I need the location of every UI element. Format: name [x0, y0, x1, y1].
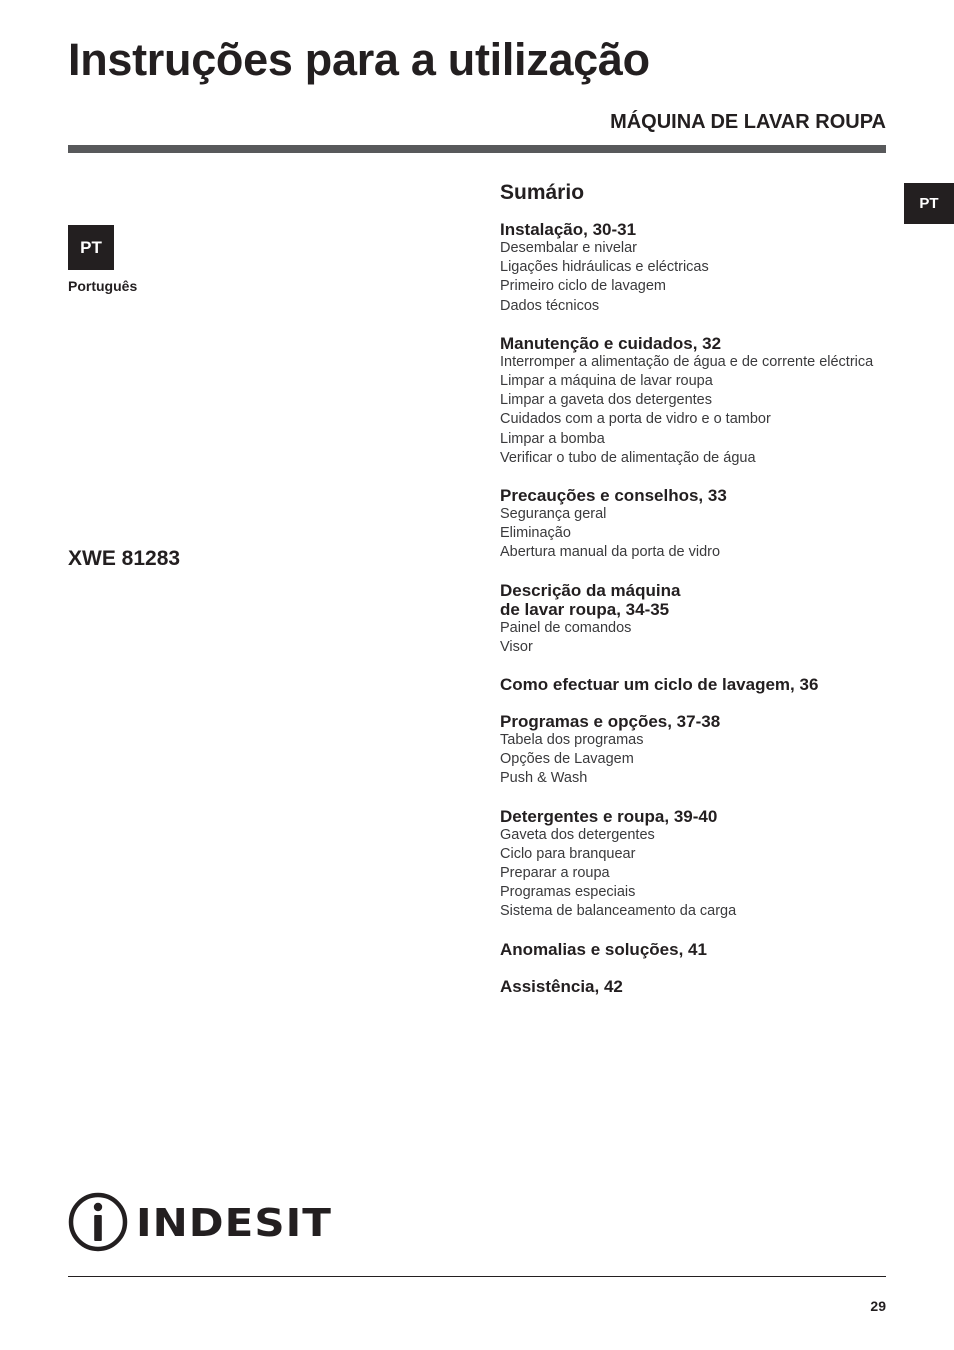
language-side-tab: PT — [904, 183, 954, 224]
toc-section — [500, 220, 900, 316]
toc-section-title: Programas e opções, 37-38 — [500, 712, 721, 732]
toc-section-title: Precauções e conselhos, 33 — [500, 486, 727, 506]
toc-item: Tabela dos programas — [500, 732, 644, 749]
toc-item: Abertura manual da porta de vidro — [500, 544, 721, 561]
toc-item: Cuidados com a porta de vidro e o tambor — [500, 411, 771, 428]
header-divider — [68, 145, 886, 153]
toc-item: Limpar a gaveta dos detergentes — [500, 392, 712, 409]
toc-sections — [500, 220, 900, 996]
toc-section — [500, 940, 900, 959]
toc-item: Sistema de balanceamento da carga — [500, 903, 737, 920]
page-title: Instruções para a utilização — [68, 34, 650, 85]
model-number: XWE 81283 — [68, 547, 181, 570]
toc-item: Ciclo para branquear — [500, 845, 636, 862]
toc-section — [500, 675, 900, 694]
toc-item: Limpar a bomba — [500, 430, 605, 447]
language-name: Português — [68, 278, 138, 294]
toc-item: Interromper a alimentação de água e de corrente eléctrica — [500, 353, 874, 370]
toc-item: Push & Wash — [500, 770, 588, 787]
toc-item: Eliminação — [500, 525, 571, 542]
toc-item: Segurança geral — [500, 506, 607, 523]
toc-section-title: Anomalias e soluções, 41 — [500, 939, 707, 959]
toc-item: Painel de comandos — [500, 619, 632, 636]
toc-item: Primeiro ciclo de lavagem — [500, 278, 667, 295]
brand-name: INDESIT — [136, 1199, 332, 1245]
toc-item: Visor — [500, 638, 533, 655]
toc-item: Ligações hidráulicas e eléctricas — [500, 259, 709, 276]
language-code-badge: PT — [68, 225, 114, 270]
table-of-contents — [500, 180, 900, 1014]
toc-heading: Sumário — [500, 181, 585, 204]
toc-section-title: Detergentes e roupa, 39-40 — [500, 806, 718, 826]
toc-item: Limpar a máquina de lavar roupa — [500, 373, 713, 390]
toc-item: Programas especiais — [500, 884, 636, 901]
toc-item: Verificar o tubo de alimentação de água — [500, 449, 756, 466]
toc-item: Preparar a roupa — [500, 865, 610, 882]
indesit-logo-icon — [68, 1192, 128, 1252]
toc-section — [500, 486, 900, 563]
footer-divider — [68, 1276, 886, 1277]
page-number: 29 — [870, 1298, 886, 1314]
brand-logo — [68, 1190, 332, 1254]
toc-item: Opções de Lavagem — [500, 751, 634, 768]
toc-section-title: Manutenção e cuidados, 32 — [500, 333, 722, 353]
toc-section — [500, 977, 900, 996]
toc-section-title: Descrição da máquina de lavar roupa, 34-35 — [500, 580, 681, 619]
toc-section — [500, 807, 900, 922]
toc-section — [500, 334, 900, 468]
toc-item: Dados técnicos — [500, 297, 600, 314]
document-subtitle: MÁQUINA DE LAVAR ROUPA — [610, 111, 886, 133]
toc-item: Gaveta dos detergentes — [500, 826, 655, 843]
toc-section-title: Assistência, 42 — [500, 976, 623, 996]
toc-item: Desembalar e nivelar — [500, 240, 638, 256]
toc-section-title: Instalação, 30-31 — [500, 220, 637, 239]
toc-section — [500, 712, 900, 789]
toc-section — [500, 581, 900, 657]
toc-section-title: Como efectuar um ciclo de lavagem, 36 — [500, 675, 819, 695]
